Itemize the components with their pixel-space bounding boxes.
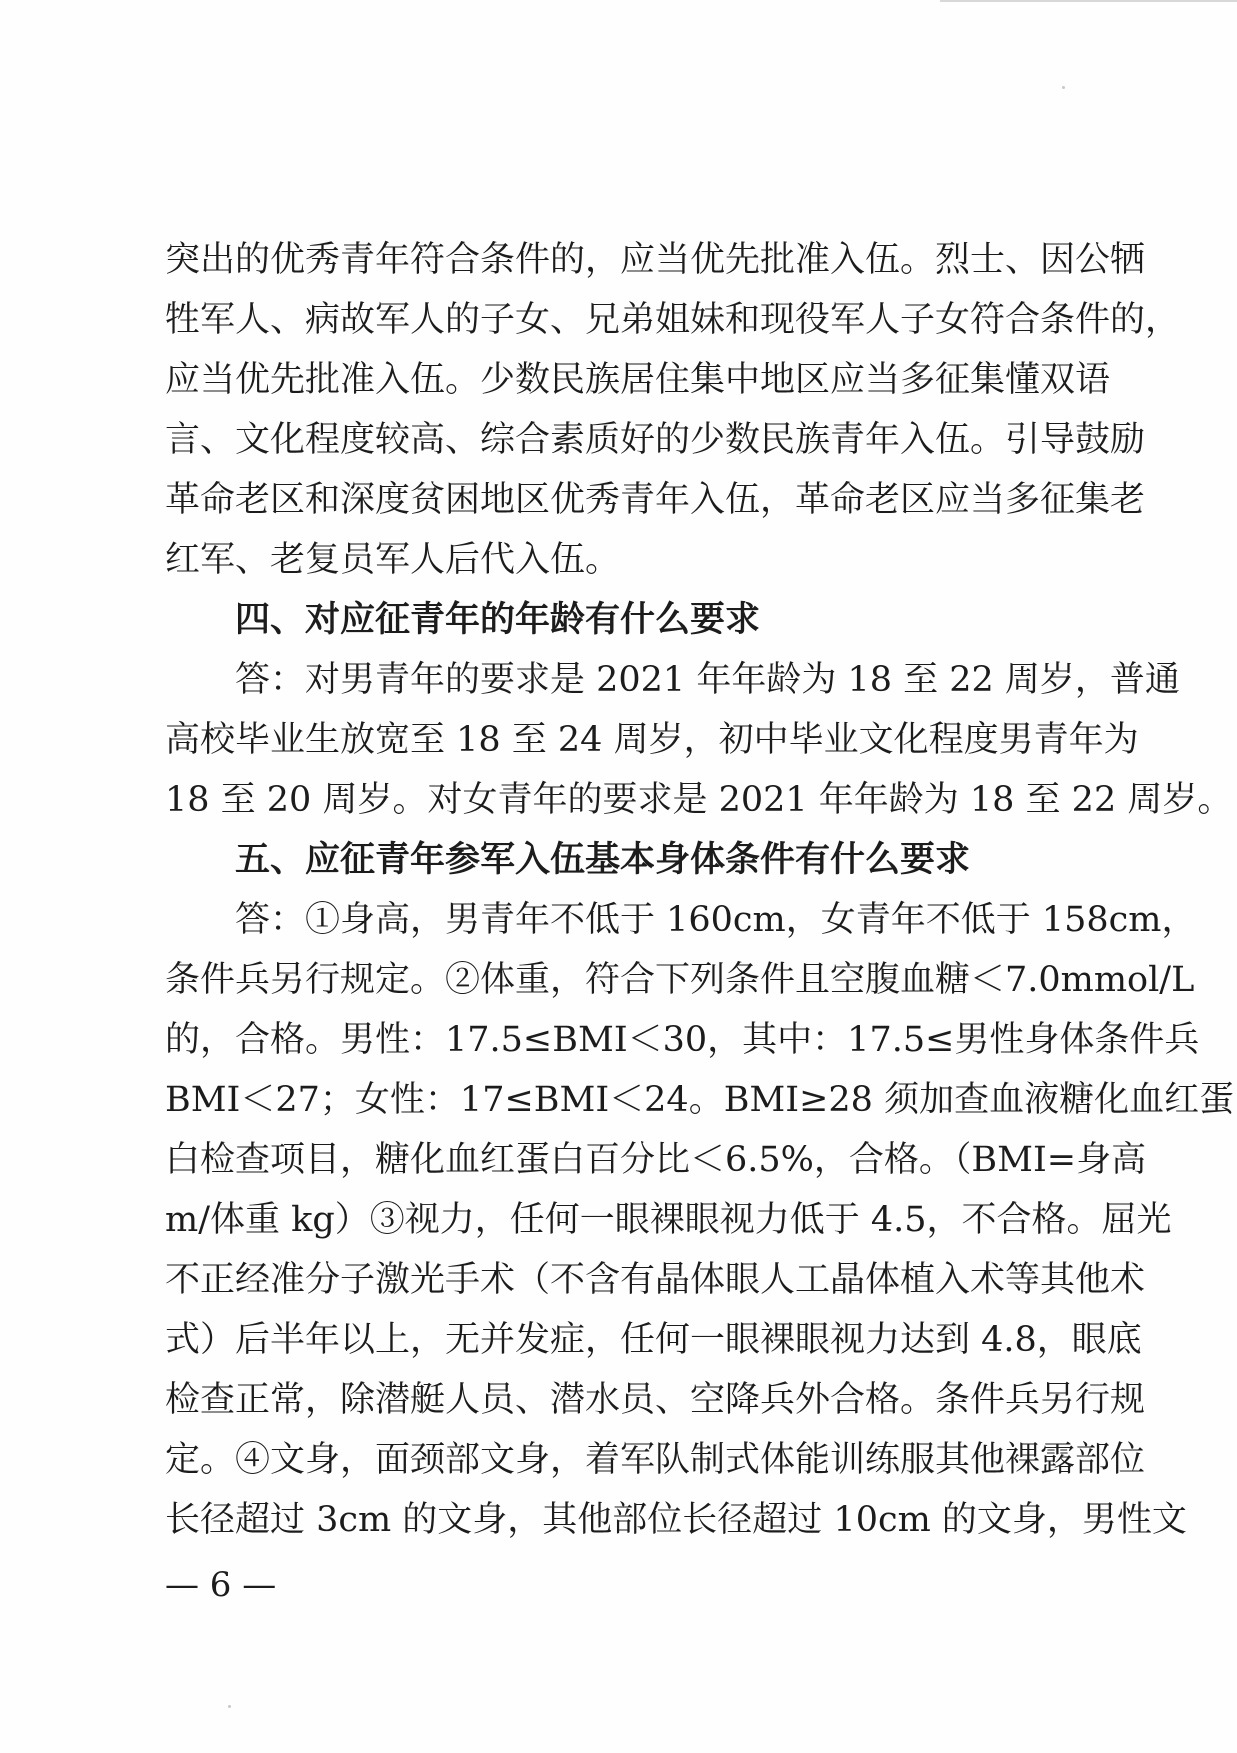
body-text-line: m/体重 kg）③视力，任何一眼裸眼视力低于 4.5，不合格。屈光 <box>165 1200 1172 1240</box>
section-heading: 四、对应征青年的年龄有什么要求 <box>235 600 761 640</box>
body-text-line: 突出的优秀青年符合条件的，应当优先批准入伍。烈士、因公牺 <box>165 240 1146 280</box>
body-text-line: 不正经准分子激光手术（不含有晶体眼人工晶体植入术等其他术 <box>165 1260 1146 1300</box>
answer-text-line: 答：①身高，男青年不低于 160cm，女青年不低于 158cm， <box>235 900 1197 940</box>
body-text-line: 应当优先批准入伍。少数民族居住集中地区应当多征集懂双语 <box>165 360 1111 400</box>
page-number: — 6 — <box>165 1565 277 1605</box>
scan-speck <box>1062 86 1065 89</box>
body-text-line: 检查正常，除潜艇人员、潜水员、空降兵外合格。条件兵另行规 <box>165 1380 1146 1420</box>
body-text-line: 条件兵另行规定。②体重，符合下列条件且空腹血糖＜7.0mmol/L <box>165 960 1195 1000</box>
body-text-line: 言、文化程度较高、综合素质好的少数民族青年入伍。引导鼓励 <box>165 420 1146 460</box>
body-text-line: 长径超过 3cm 的文身，其他部位长径超过 10cm 的文身，男性文 <box>165 1500 1187 1540</box>
scan-edge-line <box>940 0 1237 2</box>
body-text-line: 红军、老复员军人后代入伍。 <box>165 540 621 580</box>
scan-speck <box>228 1705 231 1708</box>
body-text-line: 白检查项目，糖化血红蛋白百分比＜6.5%，合格。（BMI=身高 <box>165 1140 1147 1180</box>
body-text-line: 的，合格。男性：17.5≤BMI＜30，其中：17.5≤男性身体条件兵 <box>165 1020 1200 1060</box>
body-text-line: 18 至 20 周岁。对女青年的要求是 2021 年年龄为 18 至 22 周岁。 <box>165 780 1233 820</box>
section-heading: 五、应征青年参军入伍基本身体条件有什么要求 <box>235 840 971 880</box>
body-text-line: 牲军人、病故军人的子女、兄弟姐妹和现役军人子女符合条件的， <box>165 300 1181 340</box>
body-text-line: 革命老区和深度贫困地区优秀青年入伍，革命老区应当多征集老 <box>165 480 1146 520</box>
body-text-line: 高校毕业生放宽至 18 至 24 周岁，初中毕业文化程度男青年为 <box>165 720 1139 760</box>
answer-text-line: 答：对男青年的要求是 2021 年年龄为 18 至 22 周岁，普通 <box>235 660 1180 700</box>
body-text-line: BMI＜27；女性：17≤BMI＜24。BMI≥28 须加查血液糖化血红蛋 <box>165 1080 1235 1120</box>
body-text-line: 定。④文身，面颈部文身，着军队制式体能训练服其他裸露部位 <box>165 1440 1146 1480</box>
body-text-line: 式）后半年以上，无并发症，任何一眼裸眼视力达到 4.8，眼底 <box>165 1320 1142 1360</box>
